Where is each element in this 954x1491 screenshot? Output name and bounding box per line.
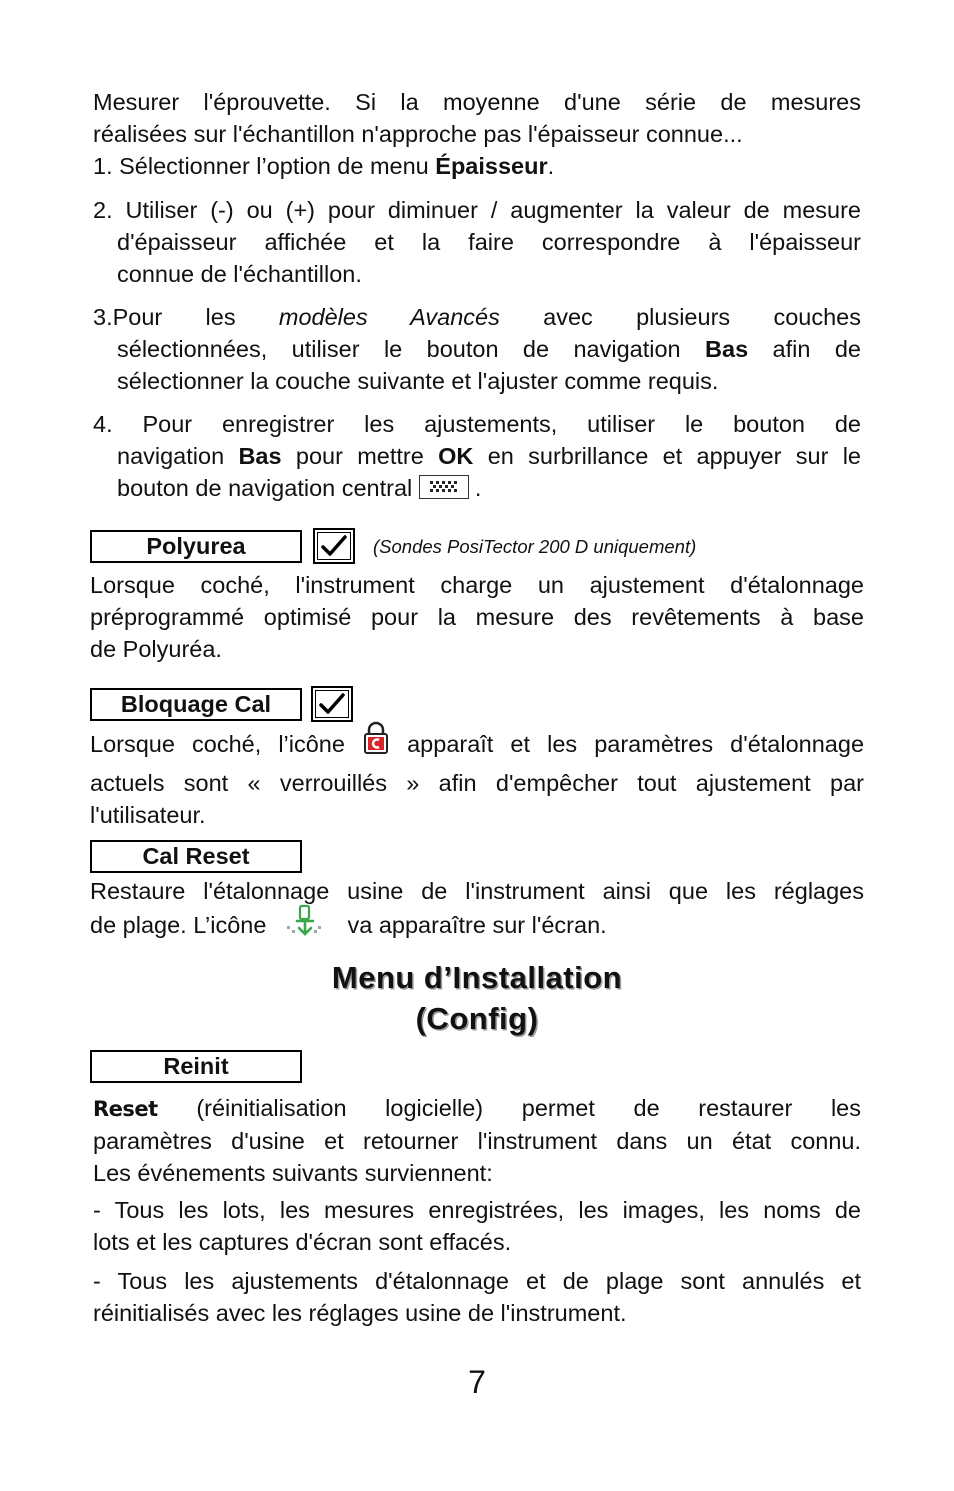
step-2 <box>93 194 861 290</box>
center-navigation-button-icon <box>419 475 469 499</box>
reinit-l1-rest: (réinitialisation logicielle) permet de restaurer les <box>157 1095 861 1121</box>
step-4-l2-a: navigation <box>117 443 239 469</box>
step-1-text: 1. Sélectionner l’option de menu <box>93 153 436 179</box>
step-4-l3-text: bouton de navigation central <box>117 475 419 501</box>
step-3-l2-prefix: sélectionnées, utiliser le bouton de navigation <box>117 336 706 362</box>
step-4-l2-bold-ok: OK <box>438 443 474 469</box>
reinit-bullet-1-line-2: lots et les captures d'écran sont effacés. <box>93 1229 512 1255</box>
reinit-line-1 <box>93 1092 861 1125</box>
step-3-l2-suffix: afin de <box>748 336 861 362</box>
intro-line-2: réalisées sur l'échantillon n'approche pas l'épaisseur connue... <box>93 121 743 147</box>
intro-paragraph <box>93 86 861 150</box>
reinit-menu-label: Reinit <box>90 1050 302 1083</box>
step-2-line-3: connue de l'échantillon. <box>117 261 362 287</box>
polyurea-line-1: Lorsque coché, l'instrument charge un ajustement d'étalonnage <box>90 572 864 598</box>
step-3-line-3: sélectionner la couche suivante et l'ajuster comme requis. <box>117 368 719 394</box>
bloquage-cal-checkbox[interactable] <box>311 686 353 722</box>
step-4-l2-bold-bas: Bas <box>238 443 282 469</box>
checkmark-icon <box>320 534 348 558</box>
bloquage-line-3: l'utilisateur. <box>90 802 206 828</box>
cal-reset-paragraph <box>90 875 864 947</box>
reinit-bullet-1-line-1: - Tous les lots, les mesures enregistrées, les images, les noms de <box>93 1197 861 1223</box>
reinit-bullet-1 <box>93 1194 861 1258</box>
step-2-line-2: d'épaisseur affichée et la faire correspondre à l'épaisseur <box>117 229 861 255</box>
step-4 <box>93 408 861 504</box>
step-3-italic: modèles Avancés <box>278 304 500 330</box>
bloquage-paragraph <box>90 725 864 831</box>
cal-reset-menu-label: Cal Reset <box>90 840 302 873</box>
cal-reset-l2-a: de plage. L’icône <box>90 912 273 939</box>
reinit-line-2: paramètres d'usine et retourner l'instrument dans un état connu. <box>93 1128 861 1154</box>
polyurea-note: (Sondes PosiTector 200 D uniquement) <box>373 536 697 557</box>
intro-line-1: Mesurer l'éprouvette. Si la moyenne d'une série de mesures <box>93 89 861 115</box>
step-3-suffix: avec plusieurs couches <box>499 304 861 330</box>
cal-reset-l2-b: va apparaître sur l'écran. <box>340 912 607 939</box>
step-1-suffix: . <box>547 153 555 179</box>
bloquage-cal-menu-label: Bloquage Cal <box>90 688 302 721</box>
step-4-line-3 <box>93 472 861 504</box>
step-3 <box>93 301 861 397</box>
bloquage-l1-b: apparaît et les paramètres d'étalonnage <box>390 731 865 758</box>
lock-icon <box>362 721 390 763</box>
reset-word: Reset <box>93 1097 158 1121</box>
step-3-line-1 <box>93 301 861 333</box>
polyurea-menu-label: Polyurea <box>90 530 302 563</box>
reinit-bullet-2-line-2: réinitialisés avec les réglages usine de l'instrument. <box>93 1300 627 1326</box>
step-4-line-2 <box>93 440 861 472</box>
bloquage-line-1 <box>90 725 864 767</box>
polyurea-line-3: de Polyuréa. <box>90 636 222 662</box>
step-3-l2-bold: Bas <box>705 336 749 362</box>
polyurea-paragraph <box>90 569 864 665</box>
page-number: 7 <box>468 1364 486 1400</box>
step-4-line-1: 4. Pour enregistrer les ajustements, utiliser le bouton de <box>93 411 861 437</box>
step-1-bold: Épaisseur <box>435 153 548 179</box>
cal-reset-line-2 <box>90 907 864 947</box>
section-heading-line-2: (Config) <box>415 1001 539 1036</box>
step-1-line <box>93 150 861 182</box>
reinit-paragraph <box>93 1092 861 1189</box>
step-3-line-2 <box>93 333 861 365</box>
polyurea-checkbox[interactable] <box>313 528 355 564</box>
reinit-line-3: Les événements suivants surviennent: <box>93 1160 493 1186</box>
step-4-l2-e: en surbrillance et appuyer sur le <box>473 443 861 469</box>
step-4-l2-c: pour mettre <box>281 443 439 469</box>
bloquage-line-2: actuels sont « verrouillés » afin d'empêcher tout ajustement par <box>90 770 864 796</box>
step-3-prefix: 3.Pour les <box>93 304 279 330</box>
checkmark-icon <box>318 692 346 716</box>
step-2-line-1: 2. Utiliser (-) ou (+) pour diminuer / augmenter la valeur de mesure <box>93 197 861 223</box>
step-4-l3-end: . <box>474 475 482 501</box>
reinit-bullet-2-line-1: - Tous les ajustements d'étalonnage et de plage sont annulés et <box>93 1268 861 1294</box>
calibration-reset-icon <box>285 904 325 944</box>
reinit-bullet-2 <box>93 1265 861 1329</box>
polyurea-line-2: préprogrammé optimisé pour la mesure des revêtements à base <box>90 604 864 630</box>
cal-reset-line-1: Restaure l'étalonnage usine de l'instrument ainsi que les réglages <box>90 878 864 904</box>
section-heading <box>0 957 954 1039</box>
bloquage-l1-a: Lorsque coché, l’icône <box>90 731 363 758</box>
step-1 <box>93 150 861 182</box>
section-heading-line-1: Menu d’Installation <box>331 960 623 995</box>
